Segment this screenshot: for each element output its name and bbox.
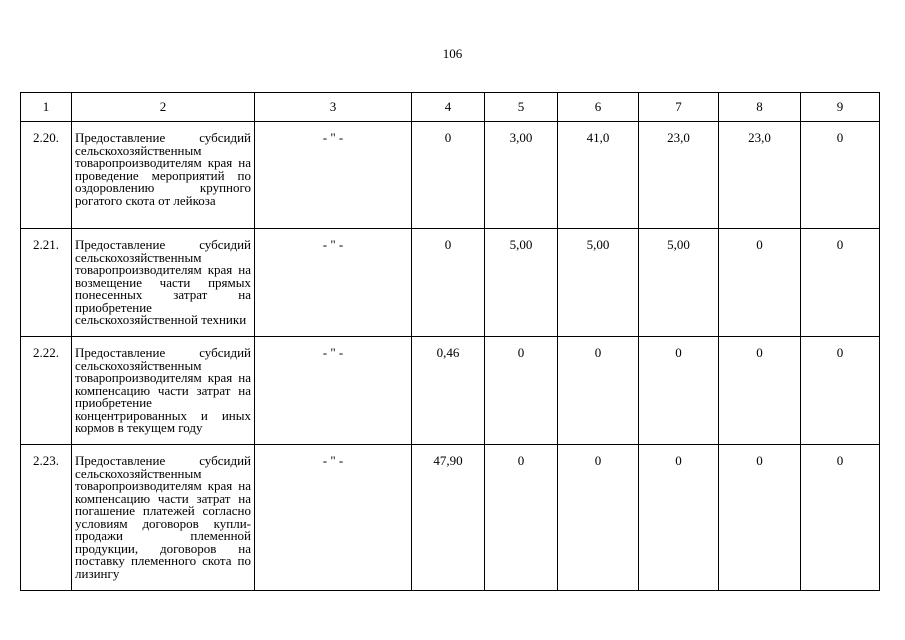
row-value: 41,0 <box>558 122 639 229</box>
row-description: Предоставление субсидий сельскохозяйственным товаропроизводителям края на компенсацию части затрат на погашение платежей согласно условиям договоров купли-продажи племенной продукции, договоров на поставку племенного скота по лизингу <box>72 445 255 591</box>
row-value: 0 <box>485 337 558 445</box>
row-value: 5,00 <box>485 229 558 337</box>
row-value: 0,46 <box>412 337 485 445</box>
header-cell: 3 <box>255 93 412 122</box>
header-row <box>21 93 880 122</box>
row-value: 0 <box>639 337 719 445</box>
row-value: 0 <box>639 445 719 591</box>
row-col3: - " - <box>255 229 412 337</box>
data-table <box>20 92 880 591</box>
row-value: 0 <box>801 445 880 591</box>
row-value: 3,00 <box>485 122 558 229</box>
row-value: 5,00 <box>558 229 639 337</box>
row-value: 0 <box>719 337 801 445</box>
row-description: Предоставление субсидий сельскохозяйственным товаропроизводителям края на проведение мероприятий по оздоровлению крупного рогатого скота от лейкоза <box>72 122 255 229</box>
row-value: 23,0 <box>719 122 801 229</box>
row-value: 0 <box>412 122 485 229</box>
header-cell: 5 <box>485 93 558 122</box>
row-value: 0 <box>558 337 639 445</box>
header-cell: 1 <box>21 93 72 122</box>
header-cell: 2 <box>72 93 255 122</box>
row-value: 0 <box>801 122 880 229</box>
row-value: 47,90 <box>412 445 485 591</box>
table-row <box>21 122 880 229</box>
row-value: 0 <box>558 445 639 591</box>
table-row <box>21 229 880 337</box>
table-row <box>21 337 880 445</box>
row-number: 2.22. <box>21 337 72 445</box>
row-description: Предоставление субсидий сельскохозяйственным товаропроизводителям края на компенсацию части затрат на приобретение концентрированных и иных кормов в текущем году <box>72 337 255 445</box>
row-number: 2.23. <box>21 445 72 591</box>
row-value: 0 <box>801 337 880 445</box>
header-cell: 7 <box>639 93 719 122</box>
header-cell: 6 <box>558 93 639 122</box>
row-number: 2.21. <box>21 229 72 337</box>
header-cell: 8 <box>719 93 801 122</box>
row-description: Предоставление субсидий сельскохозяйственным товаропроизводителям края на возмещение части прямых понесенных затрат на приобретение сельскохозяйственной техники <box>72 229 255 337</box>
row-value: 5,00 <box>639 229 719 337</box>
row-value: 0 <box>485 445 558 591</box>
page-number: 106 <box>442 46 463 61</box>
row-value: 0 <box>412 229 485 337</box>
row-value: 0 <box>719 229 801 337</box>
row-number: 2.20. <box>21 122 72 229</box>
table-row <box>21 445 880 591</box>
row-col3: - " - <box>255 445 412 591</box>
header-cell: 4 <box>412 93 485 122</box>
row-col3: - " - <box>255 122 412 229</box>
row-value: 0 <box>719 445 801 591</box>
header-cell: 9 <box>801 93 880 122</box>
row-value: 0 <box>801 229 880 337</box>
row-value: 23,0 <box>639 122 719 229</box>
row-col3: - " - <box>255 337 412 445</box>
